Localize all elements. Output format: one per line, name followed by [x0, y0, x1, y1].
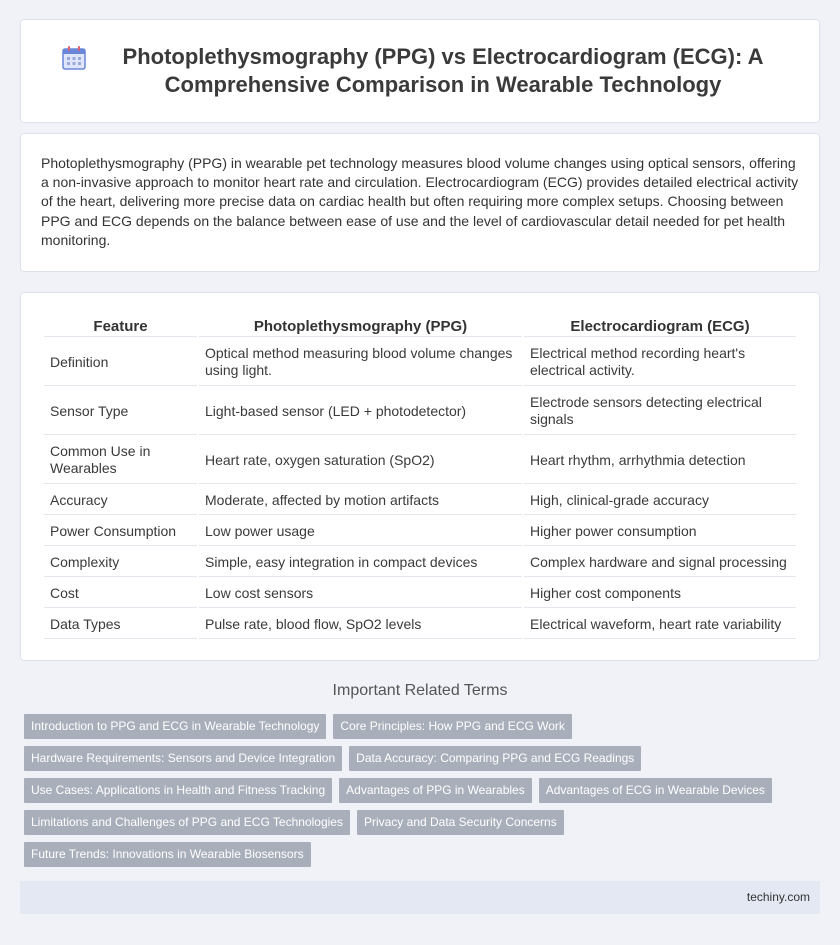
ppg-cell: Light-based sensor (LED + photodetector) [199, 388, 522, 435]
related-term-link[interactable]: Introduction to PPG and ECG in Wearable Technology [24, 714, 326, 739]
footer-site-link[interactable]: techiny.com [746, 890, 810, 904]
ppg-cell: Heart rate, oxygen saturation (SpO2) [199, 437, 522, 484]
ecg-cell: Heart rhythm, arrhythmia detection [524, 437, 796, 484]
related-term-link[interactable]: Use Cases: Applications in Health and Fitness Tracking [24, 778, 332, 803]
header-ecg: Electrocardiogram (ECG) [524, 315, 796, 337]
related-term-link[interactable]: Core Principles: How PPG and ECG Work [333, 714, 572, 739]
ecg-cell: Higher power consumption [524, 517, 796, 546]
ecg-cell: Electrode sensors detecting electrical signals [524, 388, 796, 435]
calendar-icon [61, 45, 87, 71]
feature-cell: Data Types [44, 610, 197, 639]
related-term-link[interactable]: Advantages of PPG in Wearables [339, 778, 532, 803]
comparison-card [20, 292, 820, 661]
header-feature: Feature [44, 315, 197, 337]
ecg-cell: Electrical waveform, heart rate variability [524, 610, 796, 639]
title-card [20, 19, 820, 123]
table-row [44, 579, 796, 608]
ecg-cell: Higher cost components [524, 579, 796, 608]
ecg-cell: High, clinical-grade accuracy [524, 486, 796, 515]
feature-cell: Cost [44, 579, 197, 608]
table-row [44, 486, 796, 515]
ecg-cell: Complex hardware and signal processing [524, 548, 796, 577]
page-title: Photoplethysmography (PPG) vs Electrocardiogram (ECG): A Comprehensive Comparison in Wearable Technology [122, 44, 764, 97]
table-header-row [44, 315, 796, 337]
ppg-cell: Optical method measuring blood volume changes using light. [199, 339, 522, 386]
ppg-cell: Moderate, affected by motion artifacts [199, 486, 522, 515]
table-row [44, 517, 796, 546]
related-term-link[interactable]: Privacy and Data Security Concerns [357, 810, 564, 835]
feature-cell: Definition [44, 339, 197, 386]
footer [20, 881, 820, 914]
related-terms-list [24, 714, 804, 874]
comparison-table [42, 313, 798, 641]
feature-cell: Accuracy [44, 486, 197, 515]
intro-card [20, 133, 820, 272]
feature-cell: Common Use in Wearables [44, 437, 197, 484]
table-row [44, 339, 796, 386]
ecg-cell: Electrical method recording heart's electrical activity. [524, 339, 796, 386]
related-term-link[interactable]: Hardware Requirements: Sensors and Device Integration [24, 746, 342, 771]
intro-paragraph: Photoplethysmography (PPG) in wearable pet technology measures blood volume changes using optical sensors, offering a non-invasive approach to monitor heart rate and circulation. Electrocardiogram (ECG) provides detailed electrical activity of the heart, delivering more precise data on cardiac health but often requiring more complex setups. Choosing between PPG and ECG depends on the balance between ease of use and the level of cardiovascular detail needed for pet health monitoring. [41, 155, 799, 248]
feature-cell: Complexity [44, 548, 197, 577]
feature-cell: Sensor Type [44, 388, 197, 435]
related-term-link[interactable]: Data Accuracy: Comparing PPG and ECG Readings [349, 746, 641, 771]
ppg-cell: Pulse rate, blood flow, SpO2 levels [199, 610, 522, 639]
feature-cell: Power Consumption [44, 517, 197, 546]
table-row [44, 388, 796, 435]
header-ppg: Photoplethysmography (PPG) [199, 315, 522, 337]
ppg-cell: Low power usage [199, 517, 522, 546]
related-term-link[interactable]: Limitations and Challenges of PPG and ECG Technologies [24, 810, 350, 835]
related-terms-heading: Important Related Terms [332, 682, 508, 699]
table-row [44, 610, 796, 639]
table-row [44, 548, 796, 577]
related-term-link[interactable]: Future Trends: Innovations in Wearable Biosensors [24, 842, 311, 867]
ppg-cell: Simple, easy integration in compact devices [199, 548, 522, 577]
ppg-cell: Low cost sensors [199, 579, 522, 608]
table-row [44, 437, 796, 484]
related-term-link[interactable]: Advantages of ECG in Wearable Devices [539, 778, 772, 803]
